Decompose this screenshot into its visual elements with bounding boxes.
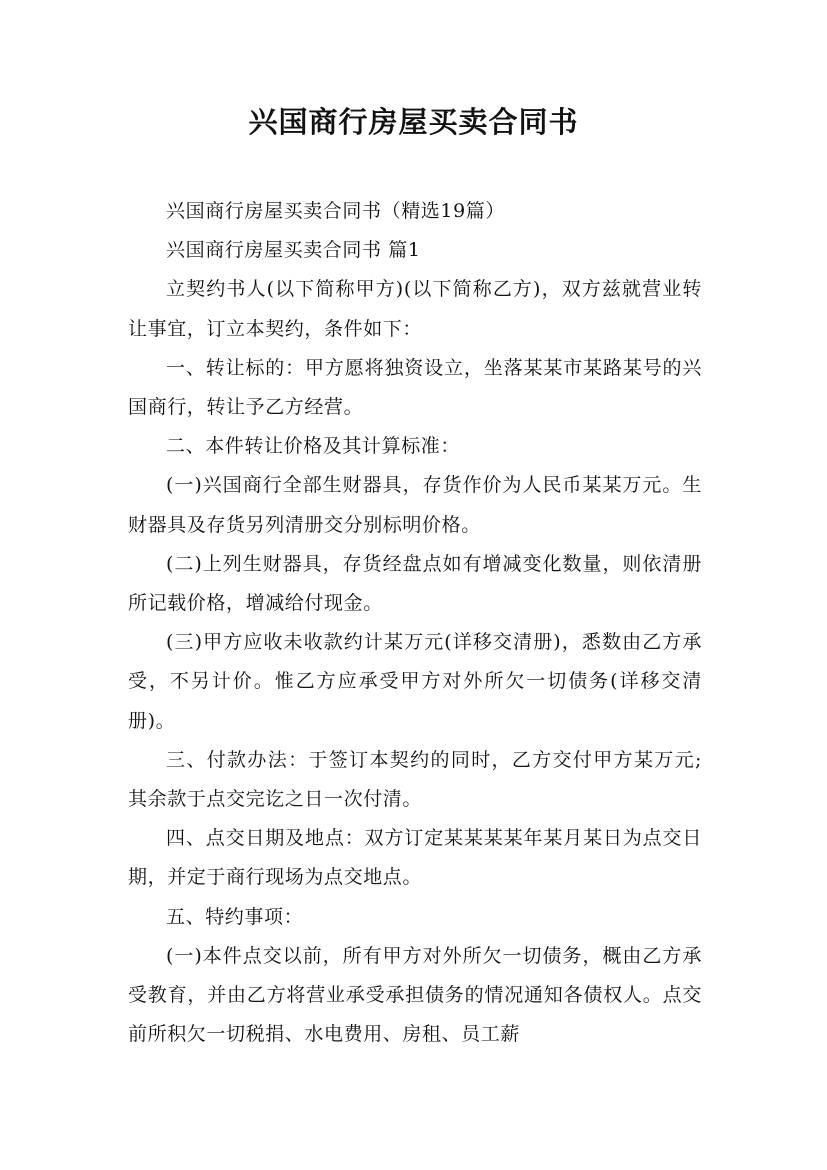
paragraph-clause-2-item-3: (三)甲方应收未收款约计某万元(详移交清册)，悉数由乙方承受，不另计价。惟乙方应承受甲方对外所欠一切债务(详移交清册)。 [128, 631, 702, 732]
paragraph-clause-3: 三、付款办法：于签订本契约的同时，乙方交付甲方某万元;其余款于点交完讫之日一次付清。 [128, 748, 702, 811]
paragraph-section-heading: 兴国商行房屋买卖合同书 篇1 [166, 239, 421, 262]
document-body [128, 192, 702, 1054]
paragraph-preamble: 立契约书人(以下简称甲方)(以下简称乙方)，双方兹就营业转让事宜，订立本契约，条件如下： [128, 278, 702, 340]
document-title: 兴国商行房屋买卖合同书 [248, 105, 579, 139]
paragraph-clause-2: 二、本件转让价格及其计算标准： [166, 435, 461, 458]
paragraph-clause-4: 四、点交日期及地点：双方订定某某某某年某月某日为点交日期，并定于商行现场为点交地点。 [128, 827, 702, 889]
paragraph-clause-1: 一、转让标的：甲方愿将独资设立，坐落某某市某路某号的兴国商行，转让予乙方经营。 [128, 356, 702, 419]
paragraph-clause-5: 五、特约事项： [166, 905, 304, 928]
paragraph-clause-5-item-1: (一)本件点交以前，所有甲方对外所欠一切债务，概由乙方承受教育，并由乙方将营业承受承担债务的情况通知各债权人。点交前所积欠一切税捐、水电费用、房租、员工薪 [128, 944, 702, 1046]
paragraph-subtitle: 兴国商行房屋买卖合同书（精选19篇） [166, 200, 505, 222]
paragraph-clause-2-item-1: (一)兴国商行全部生财器具，存货作价为人民币某某万元。生财器具及存货另列清册交分别标明价格。 [128, 474, 702, 536]
paragraph-clause-2-item-2: (二)上列生财器具，存货经盘点如有增减变化数量，则依清册所记载价格，增减给付现金。 [128, 552, 702, 615]
